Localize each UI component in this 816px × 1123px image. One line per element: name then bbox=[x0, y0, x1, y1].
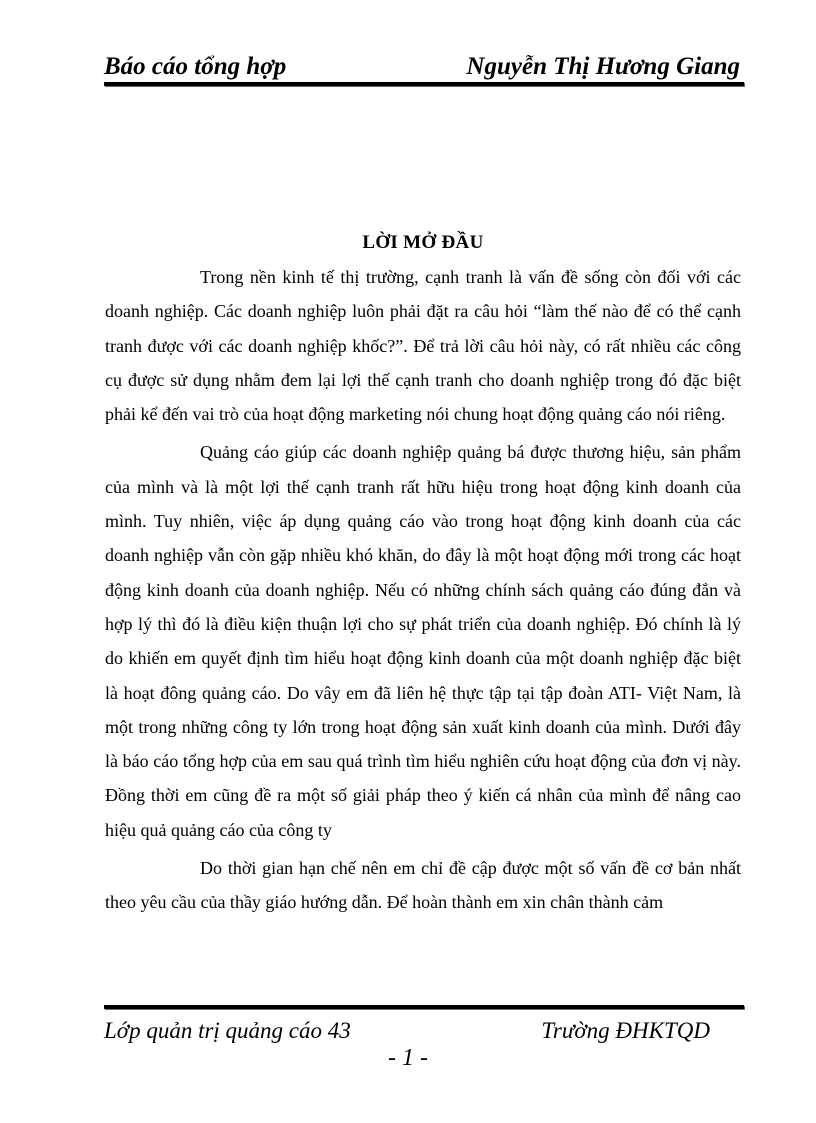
header-author-name: Nguyễn Thị Hương Giang bbox=[466, 53, 740, 80]
header-rule bbox=[104, 82, 744, 86]
page-header bbox=[104, 50, 744, 84]
footer-university: Trường ĐHKTQD bbox=[541, 1018, 710, 1043]
paragraph-3: Do thời gian hạn chế nên em chỉ đề cập được một số vấn đề cơ bản nhất theo yêu cầu của thầy giáo hướng dẫn. Để hoàn thành em xin chân thành cảm bbox=[105, 858, 741, 913]
header-report-title: Báo cáo tổng hợp bbox=[104, 53, 287, 80]
page-number: - 1 - bbox=[388, 1045, 428, 1071]
footer-class-name: Lớp quản trị quảng cáo 43 bbox=[104, 1018, 351, 1043]
section-title: LỜI MỞ ĐẦU bbox=[362, 232, 484, 253]
footer-rule bbox=[104, 1005, 744, 1009]
document-body bbox=[105, 214, 741, 924]
paragraph-2: Quảng cáo giúp các doanh nghiệp quảng bá được thương hiệu, sản phẩm của mình và là một lợi thế cạnh tranh rất hữu hiệu trong hoạt động kinh doanh của mình. Tuy nhiên, việc áp dụng quảng cáo vào trong hoạt động kinh doanh của các doanh nghiệp vẫn còn gặp nhiều khó khăn, do đây là một hoạt động mới trong các hoạt động kinh doanh của doanh nghiệp. Nếu có những chính sách quảng cáo đúng đắn và hợp lý thì đó là điều kiện thuận lợi cho sự phát triển của doanh nghiệp. Đó chính là lý do khiến em quyết định tìm hiểu hoạt động kinh doanh của một doanh nghiệp đặc biệt là hoạt đông quảng cáo. Do vây em đã liên hệ thực tập tại tập đoàn ATI- Việt Nam, là một trong những công ty lớn trong hoạt động sản xuất kinh doanh của mình. Dưới đây là báo cáo tổng hợp của em sau quá trình tìm hiểu nghiên cứu hoạt động của đơn vị này. Đồng thời em cũng đề ra một số giải pháp theo ý kiến cá nhân của mình để nâng cao hiệu quả quảng cáo của công ty bbox=[105, 442, 741, 840]
paragraph-1: Trong nền kinh tế thị trường, cạnh tranh là vấn đề sống còn đối với các doanh nghiệp. Các doanh nghiệp luôn phải đặt ra câu hỏi “làm thế nào để có thể cạnh tranh được với các doanh nghiệp khốc?”. Để trả lời câu hỏi này, có rất nhiều các công cụ được sử dụng nhằm đem lại lợi thế cạnh tranh cho doanh nghiệp trong đó đặc biệt phải kể đến vai trò của hoạt động marketing nói chung hoạt động quảng cáo nói riêng. bbox=[105, 267, 741, 425]
